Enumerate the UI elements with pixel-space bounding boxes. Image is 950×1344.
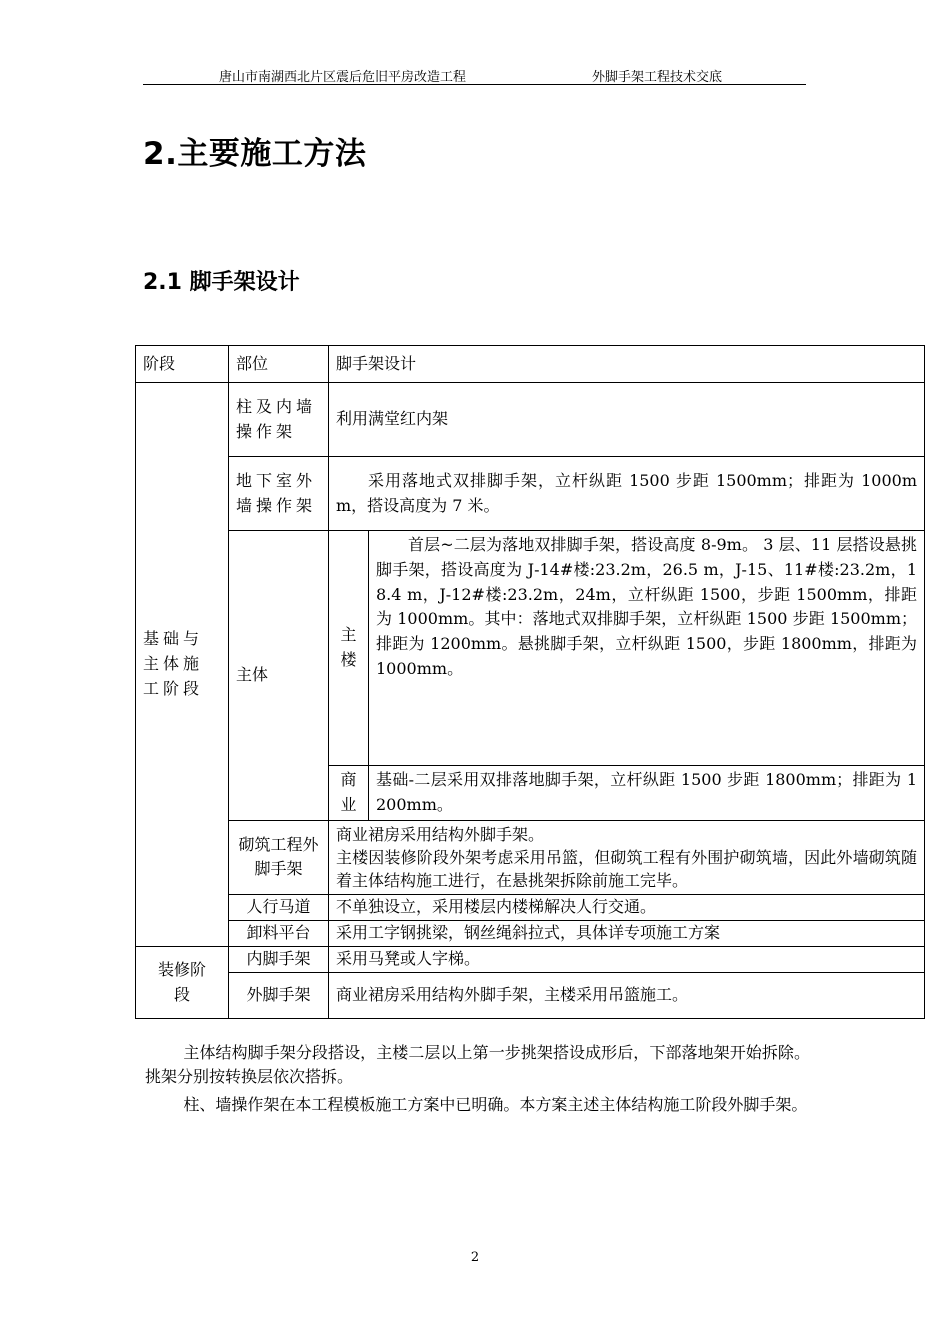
design-main-building: 首层~二层为落地双排脚手架，搭设高度 8-9m。 3 层、11 层搭设悬挑脚手架，搭设高度为 J-14#楼:23.2m，26.5 m，J-15、11#楼:23.2m，18.4 m，J-12#楼:23.2m，24m，立杆纵距 1500，步距 1500mm，排距为 1000mm。其中：落地式双排脚手架，立杆纵距 1500 步距 1500mm；排距为 1200mm。悬挑脚手架，立杆纵距 1500，步距 1800mm，排距为 1000mm。 (369, 531, 925, 766)
part-walkway: 人行马道 (229, 895, 329, 921)
design-masonry (329, 820, 925, 895)
header-project-title: 唐山市南湖西北片区震后危旧平房改造工程 (219, 70, 467, 85)
table-row (136, 921, 925, 947)
page-number: 2 (470, 1250, 480, 1265)
table-row (136, 895, 925, 921)
design-inner-scaffold: 采用马凳或人字梯。 (329, 947, 925, 973)
stage-decoration: 装修阶段 (136, 947, 229, 1019)
scaffold-design-table (135, 345, 925, 1019)
body-paragraph-2: 柱、墙操作架在本工程模板施工方案中已明确。本方案主述主体结构施工阶段外脚手架。 (183, 1095, 808, 1114)
body-paragraph-1: 主体结构脚手架分段搭设，主楼二层以上第一步挑架搭设成形后，下部落地架开始拆除。挑架分别按转换层依次搭拆。 (145, 1043, 810, 1086)
design-walkway: 不单独设立，采用楼层内楼梯解决人行交通。 (329, 895, 925, 921)
table-row (136, 383, 925, 457)
header-stage: 阶段 (136, 346, 229, 383)
part-main-structure: 主体 (229, 531, 329, 821)
table-row (136, 820, 925, 895)
design-masonry-line-2: 主楼因装修阶段外架考虑采用吊篮，但砌筑工程有外围护砌筑墙，因此外墙砌筑随着主体结构施工进行，在悬挑架拆除前施工完毕。 (336, 847, 918, 890)
part-masonry: 砌筑工程外脚手架 (229, 820, 329, 895)
subsection-heading: 2.1 脚手架设计 (143, 270, 300, 295)
table-row (136, 947, 925, 973)
header-document-title: 外脚手架工程技术交底 (592, 70, 723, 85)
table-row (136, 973, 925, 1019)
stage-foundation-main: 基础与主体施工阶段 (136, 383, 229, 947)
table-row (136, 457, 925, 531)
page-header (143, 64, 806, 85)
design-commercial: 基础-二层采用双排落地脚手架，立杆纵距 1500 步距 1800mm；排距为 1200mm。 (369, 766, 925, 821)
design-column-wall: 利用满堂红内架 (329, 383, 925, 457)
part-basement: 地下室外墙操作架 (229, 457, 329, 531)
header-design: 脚手架设计 (329, 346, 925, 383)
sub-commercial: 商业 (329, 766, 369, 821)
design-masonry-line-1: 商业裙房采用结构外脚手架。 (336, 824, 545, 844)
table-row (136, 531, 925, 766)
design-basement: 采用落地式双排脚手架，立杆纵距 1500 步距 1500mm；排距为 1000mm，搭设高度为 7 米。 (329, 457, 925, 531)
part-platform: 卸料平台 (229, 921, 329, 947)
header-part: 部位 (229, 346, 329, 383)
section-heading: 2.主要施工方法 (143, 136, 367, 172)
part-inner-scaffold: 内脚手架 (229, 947, 329, 973)
sub-main-building: 主楼 (329, 531, 369, 766)
part-column-wall: 柱及内墙操作架 (229, 383, 329, 457)
design-platform: 采用工字钢挑梁，钢丝绳斜拉式，具体详专项施工方案 (329, 921, 925, 947)
design-outer-scaffold: 商业裙房采用结构外脚手架，主楼采用吊篮施工。 (329, 973, 925, 1019)
part-outer-scaffold: 外脚手架 (229, 973, 329, 1019)
table-header-row (136, 346, 925, 383)
